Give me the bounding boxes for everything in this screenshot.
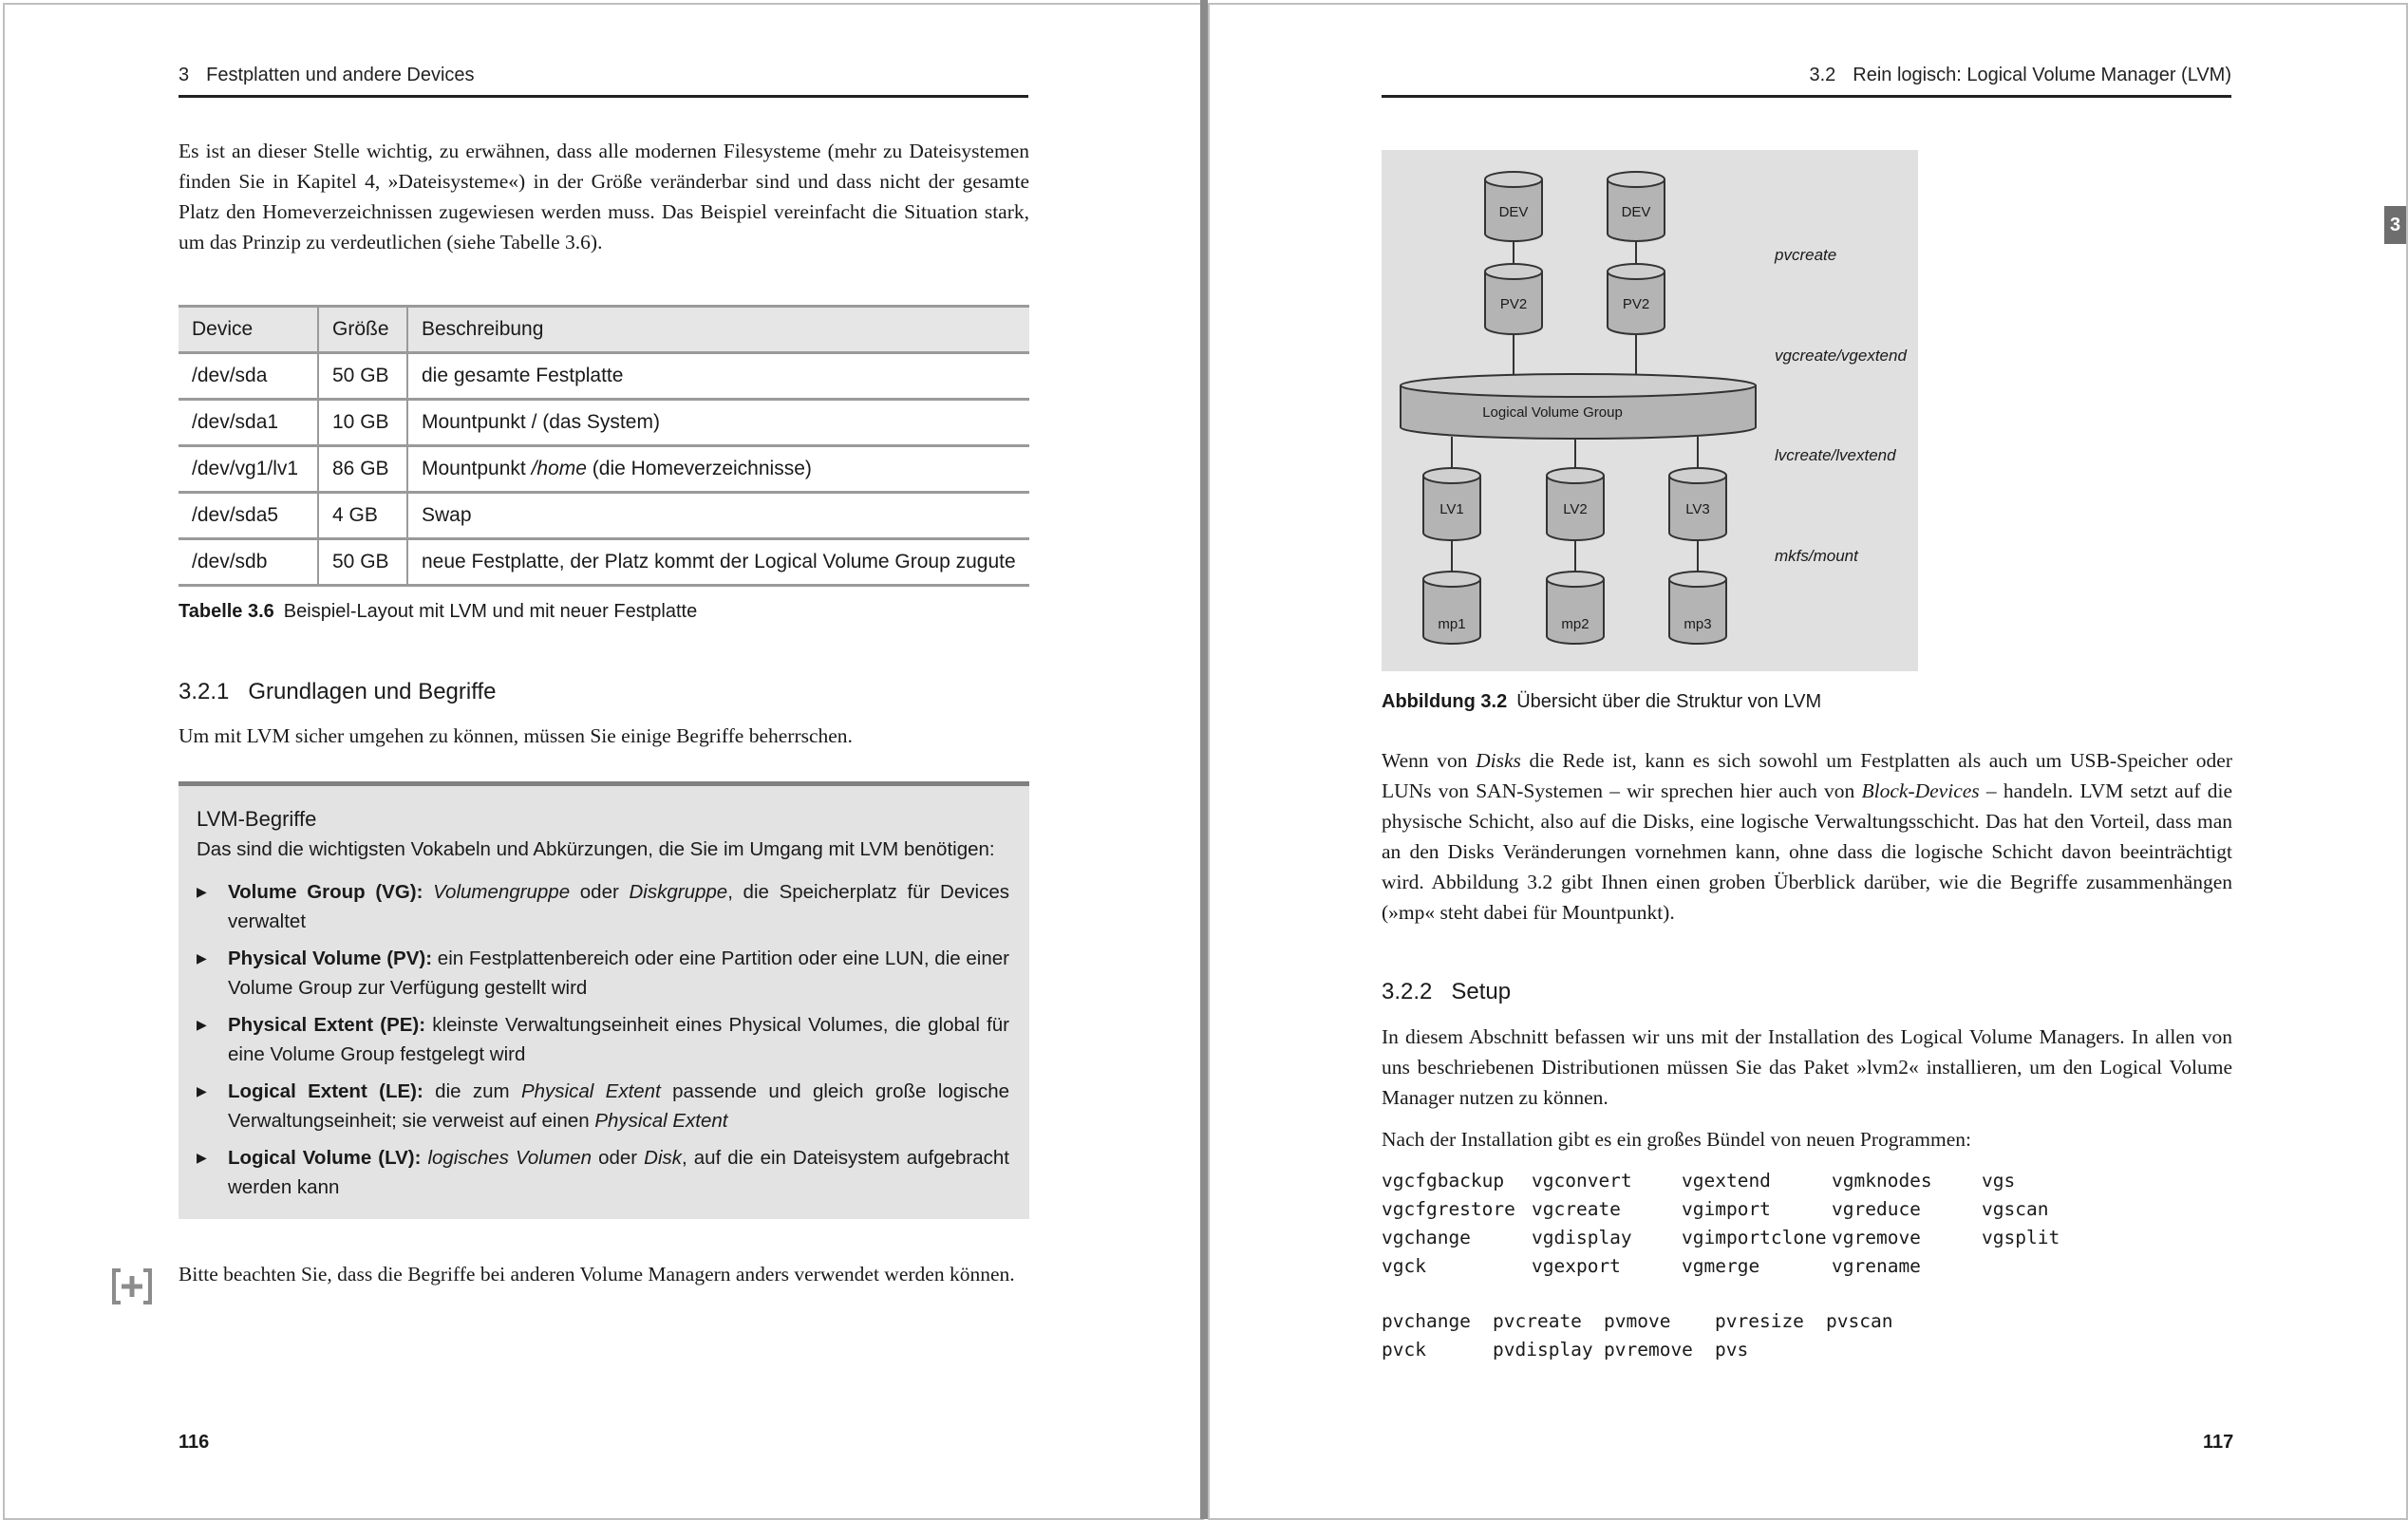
term-label: Volume Group (VG): bbox=[228, 881, 423, 903]
command-item: vgremove bbox=[1832, 1227, 1921, 1248]
table-cell-size: 50 GB bbox=[318, 539, 407, 586]
table-row bbox=[179, 493, 1029, 539]
command-item: vgchange bbox=[1382, 1227, 1471, 1248]
table-cell-description: die gesamte Festplatte bbox=[407, 353, 1029, 400]
lv-label: LV2 bbox=[1563, 501, 1588, 517]
table-cell-size: 86 GB bbox=[318, 446, 407, 493]
box-intro: Das sind die wichtigsten Vokabeln und Abkürzungen, die Sie im Umgang mit LVM benötigen: bbox=[197, 838, 995, 860]
term-label: Logical Volume (LV): bbox=[228, 1147, 422, 1169]
command-item: vgmerge bbox=[1682, 1255, 1760, 1277]
lv-disk-1 bbox=[1423, 468, 1480, 540]
section-number: 3.2.2 bbox=[1382, 979, 1433, 1004]
command-item: vgsplit bbox=[1982, 1227, 2060, 1248]
table-cell-device: /dev/sdb bbox=[179, 539, 318, 586]
term-text: , die Speicherplatz für Devices verwaltet bbox=[228, 881, 1009, 932]
table-header-row bbox=[179, 307, 1029, 353]
command-item: pvs bbox=[1715, 1339, 1749, 1360]
desc-text: (die Homeverzeichnisse) bbox=[586, 458, 812, 479]
section-title: Grundlagen und Begriffe bbox=[248, 679, 497, 704]
bullet-icon: ▶ bbox=[197, 1017, 207, 1032]
paragraph-text: – handeln. LVM setzt auf die physische Schicht, also auf die Disks, eine logische Verwaltungsschicht. Das hat den Vorteil, dass man an den Disks Veränderungen vornehmen kann, ohne dass die logische Schicht davon beeinträchtigt wird. Abbildung 3.2 gibt Ihnen einen groben Überblick darüber, wie die Begriffe zusammenhängen (»mp« steht dabei für Mountpunkt). bbox=[1382, 779, 2232, 924]
command-item: pvck bbox=[1382, 1339, 1426, 1360]
figure-caption bbox=[1382, 691, 1821, 713]
vg-label: Logical Volume Group bbox=[1482, 404, 1623, 421]
book-gutter bbox=[1200, 0, 1208, 1519]
table-row bbox=[179, 446, 1029, 493]
command-item: pvresize bbox=[1715, 1310, 1804, 1332]
lvm-terms-box bbox=[179, 781, 1029, 1219]
table-header-size: Größe bbox=[318, 307, 407, 353]
mp-label: mp2 bbox=[1561, 616, 1590, 632]
section-number: 3.2 bbox=[1809, 65, 1836, 85]
command-label-lvcreate: lvcreate/lvextend bbox=[1775, 446, 1896, 464]
command-item: vgrename bbox=[1832, 1255, 1921, 1277]
term-text: , auf die ein Dateisystem aufgebracht werden kann bbox=[228, 1147, 1009, 1198]
section-title: Setup bbox=[1451, 979, 1512, 1004]
code-row bbox=[1382, 1336, 1937, 1364]
command-item: pvcreate bbox=[1493, 1310, 1582, 1332]
box-title: LVM-Begriffe bbox=[197, 807, 317, 831]
vg-command-list bbox=[1382, 1167, 2132, 1281]
pv-label: PV2 bbox=[1622, 296, 1650, 312]
list-item bbox=[197, 877, 1009, 936]
right-page bbox=[1208, 3, 2408, 1520]
command-item bbox=[1982, 1252, 2132, 1281]
note-paragraph: Bitte beachten Sie, dass die Begriffe bei anderen Volume Managern anders verwendet werden können. bbox=[179, 1263, 1015, 1285]
command-item: vgs bbox=[1982, 1170, 2016, 1192]
plus-bracket-icon bbox=[111, 1267, 153, 1305]
table-cell-device: /dev/sda1 bbox=[179, 400, 318, 446]
paragraph-emphasis: Disks bbox=[1476, 749, 1521, 772]
left-page bbox=[3, 3, 1204, 1520]
table-cell-device: /dev/vg1/lv1 bbox=[179, 446, 318, 493]
command-item: vgcreate bbox=[1532, 1198, 1621, 1220]
code-row bbox=[1382, 1307, 1937, 1336]
section-title: Rein logisch: Logical Volume Manager (LVM) bbox=[1853, 65, 2231, 85]
mp-disk-2 bbox=[1547, 572, 1604, 644]
volume-group-cylinder bbox=[1401, 374, 1756, 439]
table-row bbox=[179, 400, 1029, 446]
section-paragraph: Um mit LVM sicher umgehen zu können, müssen Sie einige Begriffe beherrschen. bbox=[179, 724, 853, 747]
term-label: Physical Volume (PV): bbox=[228, 948, 433, 969]
table-header-description: Beschreibung bbox=[407, 307, 1029, 353]
chapter-tab: 3 bbox=[2384, 206, 2406, 244]
device-table bbox=[179, 305, 1029, 587]
section-heading-322 bbox=[1382, 979, 1511, 1005]
term-emphasis: Physical Extent bbox=[520, 1080, 661, 1102]
table-caption-label: Tabelle 3.6 bbox=[179, 601, 274, 622]
running-header-right bbox=[1382, 65, 2231, 98]
table-cell-description: Mountpunkt / (das System) bbox=[407, 400, 1029, 446]
pv-label: PV2 bbox=[1499, 296, 1528, 312]
running-header-left bbox=[179, 65, 1028, 98]
term-text: oder bbox=[570, 881, 630, 903]
figure-caption-text: Übersicht über die Struktur von LVM bbox=[1516, 691, 1822, 712]
bullet-icon: ▶ bbox=[197, 950, 207, 966]
desc-text: Mountpunkt bbox=[422, 458, 532, 479]
desc-path: /home bbox=[531, 458, 587, 479]
bullet-icon: ▶ bbox=[197, 1150, 207, 1165]
term-text: die zum bbox=[423, 1080, 521, 1102]
command-item: vgdisplay bbox=[1532, 1227, 1632, 1248]
bullet-icon: ▶ bbox=[197, 884, 207, 899]
mp-disk-3 bbox=[1669, 572, 1726, 644]
code-row bbox=[1382, 1252, 2132, 1281]
term-text: ein Festplattenbereich oder eine Partition oder eine LUN, die einer Volume Group zur Verfügung gestellt wird bbox=[228, 948, 1009, 999]
figure-caption-label: Abbildung 3.2 bbox=[1382, 691, 1508, 712]
dev-label: DEV bbox=[1621, 204, 1651, 220]
command-item: pvmove bbox=[1604, 1310, 1671, 1332]
lv-label: LV1 bbox=[1439, 501, 1464, 517]
paragraph-text: Wenn von bbox=[1382, 749, 1477, 772]
command-item bbox=[1826, 1336, 1937, 1364]
term-text: oder bbox=[592, 1147, 645, 1169]
lv-disk-3 bbox=[1669, 468, 1726, 540]
mp-disk-1 bbox=[1423, 572, 1480, 644]
command-item: pvremove bbox=[1604, 1339, 1693, 1360]
command-label-pvcreate: pvcreate bbox=[1775, 246, 1837, 264]
command-item: vgimport bbox=[1682, 1198, 1771, 1220]
table-cell-device: /dev/sda5 bbox=[179, 493, 318, 539]
paragraph-text: die Rede ist, kann es sich sowohl um Festplatten als auch um USB-Speicher oder LUNs von SAN-Systemen – wir sprechen hier auch von bbox=[1382, 749, 2233, 802]
command-item: vgexport bbox=[1532, 1255, 1621, 1277]
section-number: 3.2.1 bbox=[179, 679, 230, 704]
table-row bbox=[179, 539, 1029, 586]
section-heading-321 bbox=[179, 679, 496, 705]
lvm-structure-diagram bbox=[1382, 150, 1918, 671]
command-item: vgimportclone bbox=[1682, 1227, 1827, 1248]
table-row bbox=[179, 353, 1029, 400]
term-label: Logical Extent (LE): bbox=[228, 1080, 423, 1102]
table-cell-description bbox=[407, 446, 1029, 493]
pv-disk-1 bbox=[1485, 264, 1542, 334]
table-cell-size: 4 GB bbox=[318, 493, 407, 539]
term-emphasis: Diskgruppe bbox=[629, 881, 728, 903]
list-item bbox=[197, 1010, 1009, 1069]
code-row bbox=[1382, 1195, 2132, 1224]
table-caption bbox=[179, 601, 697, 623]
pv-command-list bbox=[1382, 1307, 1937, 1364]
command-item: pvdisplay bbox=[1493, 1339, 1593, 1360]
term-emphasis: logisches Volumen bbox=[427, 1147, 593, 1169]
table-caption-text: Beispiel-Layout mit LVM und mit neuer Festplatte bbox=[283, 601, 698, 622]
dev-disk-2 bbox=[1608, 172, 1665, 241]
pv-disk-2 bbox=[1608, 264, 1665, 334]
table-cell-device: /dev/sda bbox=[179, 353, 318, 400]
dev-label: DEV bbox=[1498, 204, 1529, 220]
chapter-title: Festplatten und andere Devices bbox=[206, 65, 475, 85]
command-item: pvscan bbox=[1826, 1310, 1893, 1332]
command-label-mkfs: mkfs/mount bbox=[1775, 547, 1858, 565]
dev-disk-1 bbox=[1485, 172, 1542, 241]
command-item: vgck bbox=[1382, 1255, 1426, 1277]
page-number-right: 117 bbox=[2203, 1432, 2234, 1453]
term-text: passende und gleich große logische Verwaltungseinheit; sie verweist auf einen bbox=[228, 1080, 1009, 1132]
lv-label: LV3 bbox=[1685, 501, 1710, 517]
mp-label: mp1 bbox=[1438, 616, 1466, 632]
list-item bbox=[197, 1143, 1009, 1202]
command-item: vgmknodes bbox=[1832, 1170, 1932, 1192]
command-label-vgcreate: vgcreate/vgextend bbox=[1775, 347, 1907, 365]
mp-label: mp3 bbox=[1684, 616, 1712, 632]
term-emphasis: Disk bbox=[644, 1147, 682, 1169]
terms-list bbox=[197, 877, 1009, 1210]
table-header-device: Device bbox=[179, 307, 318, 353]
term-text: kleinste Verwaltungseinheit eines Physical Volumes, die global für eine Volume Group festgelegt wird bbox=[228, 1014, 1009, 1065]
command-item: vgconvert bbox=[1532, 1170, 1632, 1192]
programs-intro: Nach der Installation gibt es ein großes Bündel von neuen Programmen: bbox=[1382, 1128, 1971, 1151]
code-row bbox=[1382, 1224, 2132, 1252]
term-label: Physical Extent (PE): bbox=[228, 1014, 426, 1036]
list-item bbox=[197, 1077, 1009, 1135]
paragraph-emphasis: Block-Devices bbox=[1861, 779, 1980, 802]
table-cell-size: 50 GB bbox=[318, 353, 407, 400]
term-emphasis: Volumengruppe bbox=[433, 881, 571, 903]
table-cell-description: neue Festplatte, der Platz kommt der Logical Volume Group zugute bbox=[407, 539, 1029, 586]
table-cell-description: Swap bbox=[407, 493, 1029, 539]
command-item: vgscan bbox=[1982, 1198, 2049, 1220]
chapter-number: 3 bbox=[179, 65, 190, 85]
setup-paragraph: In diesem Abschnitt befassen wir uns mit der Installation des Logical Volume Managers. In allen von uns beschriebenen Distributionen müssen Sie das Paket »lvm2« installieren, um den Logical Volume Manager nutzen zu können. bbox=[1382, 1025, 2232, 1109]
bullet-icon: ▶ bbox=[197, 1083, 207, 1098]
intro-paragraph: Es ist an dieser Stelle wichtig, zu erwähnen, dass alle modernen Filesysteme (mehr zu Dateisystemen finden Sie in Kapitel 4, »Dateisysteme«) in der Größe veränderbar sind und dass nicht der gesamte Platz den Homeverzeichnissen zugewiesen werden muss. Das Beispiel vereinfacht die Situation stark, um das Prinzip zu verdeutlichen (siehe Tabelle 3.6). bbox=[179, 140, 1029, 253]
command-item: vgcfgbackup bbox=[1382, 1170, 1505, 1192]
lv-disk-2 bbox=[1547, 468, 1604, 540]
code-row bbox=[1382, 1167, 2132, 1195]
list-item bbox=[197, 944, 1009, 1003]
diagram-canvas bbox=[1382, 150, 1918, 671]
disks-paragraph bbox=[1382, 745, 2232, 928]
table-cell-size: 10 GB bbox=[318, 400, 407, 446]
command-item: vgreduce bbox=[1832, 1198, 1921, 1220]
command-item: vgcfgrestore bbox=[1382, 1198, 1515, 1220]
term-emphasis: Physical Extent bbox=[594, 1110, 728, 1132]
command-item: vgextend bbox=[1682, 1170, 1771, 1192]
command-item: pvchange bbox=[1382, 1310, 1471, 1332]
page-number-left: 116 bbox=[179, 1432, 210, 1453]
